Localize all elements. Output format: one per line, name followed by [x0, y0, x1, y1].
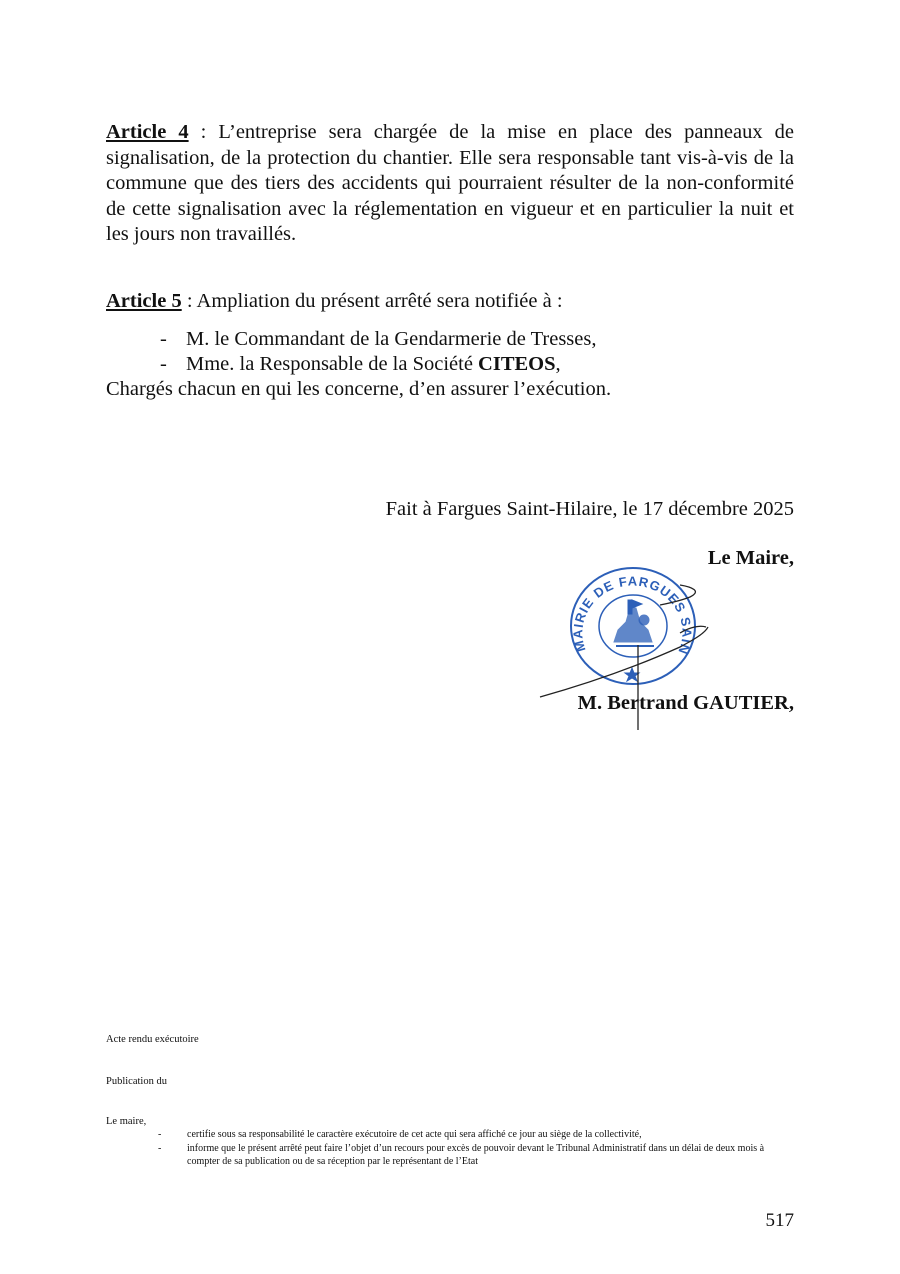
publication-label: [106, 1075, 167, 1089]
svg-text:MAIRIE DE FARGUES SAINT HILAIR: MAIRIE DE FARGUES SAIN: [570, 573, 695, 657]
maire-text: Le maire,: [106, 1116, 147, 1127]
footer-item-text: informe que le présent arrêté peut faire l’objet d’un recours pour excès de pouvoir devant le Tribunal Administratif dans un délai de deux mois à compter de sa publication ou de sa réception par le représentant de l’Etat: [187, 1143, 765, 1167]
recipient-item: [160, 352, 561, 378]
article-5-text: : Ampliation du présent arrêté sera notifiée à :: [181, 290, 563, 312]
closing-text: Chargés chacun en qui les concerne, d’en assurer l’exécution.: [106, 378, 612, 400]
article-5-closing: [106, 377, 794, 403]
company-name: CITEOS: [478, 353, 556, 375]
recipient-text-after: ,: [555, 353, 561, 375]
article-5-label: Article 5: [106, 290, 182, 312]
mayor-name-text: M. Bertrand GAUTIER,: [577, 692, 794, 714]
mayor-title-text: Le Maire,: [707, 547, 794, 569]
mayor-name: [578, 691, 794, 717]
footer-dash: -: [158, 1129, 162, 1140]
page-number: [766, 1208, 795, 1234]
article-4-label: Article 4: [106, 121, 189, 143]
place-date: [386, 497, 794, 523]
recipient-text: Mme. la Responsable de la Société: [186, 353, 479, 375]
page-number-text: 517: [765, 1210, 794, 1231]
executoire-text: Acte rendu exécutoire: [106, 1034, 199, 1045]
article-4-paragraph: [106, 120, 794, 248]
maire-label: [106, 1115, 146, 1129]
article-4-text: : L’entreprise sera chargée de la mise en place des panneaux de signalisation, de la protection du chantier. Elle sera responsable tant vis-à-vis de la commune que des tiers des accidents qui pourraient résulter de la non-conformité de cette signalisation avec la réglementation en vigueur et en particulier la nuit et les jours non travaillés.: [106, 121, 794, 245]
executoire-label: [106, 1033, 199, 1047]
footer-item-text: certifie sous sa responsabilité le caractère exécutoire de cet acte qui sera affiché ce jour au siège de la collectivité,: [187, 1129, 642, 1140]
list-dash: -: [160, 353, 167, 375]
footer-item: [158, 1143, 798, 1168]
mayor-title: [708, 546, 794, 572]
article-5-intro: [106, 289, 794, 315]
footer-item: [158, 1129, 798, 1142]
footer-dash: -: [158, 1143, 162, 1154]
recipient-item: [160, 327, 596, 353]
recipient-text: M. le Commandant de la Gendarmerie de Tresses,: [186, 328, 597, 350]
list-dash: -: [160, 328, 167, 350]
place-date-text: Fait à Fargues Saint-Hilaire, le 17 décembre 2025: [385, 498, 794, 520]
publication-text: Publication du: [106, 1076, 167, 1087]
